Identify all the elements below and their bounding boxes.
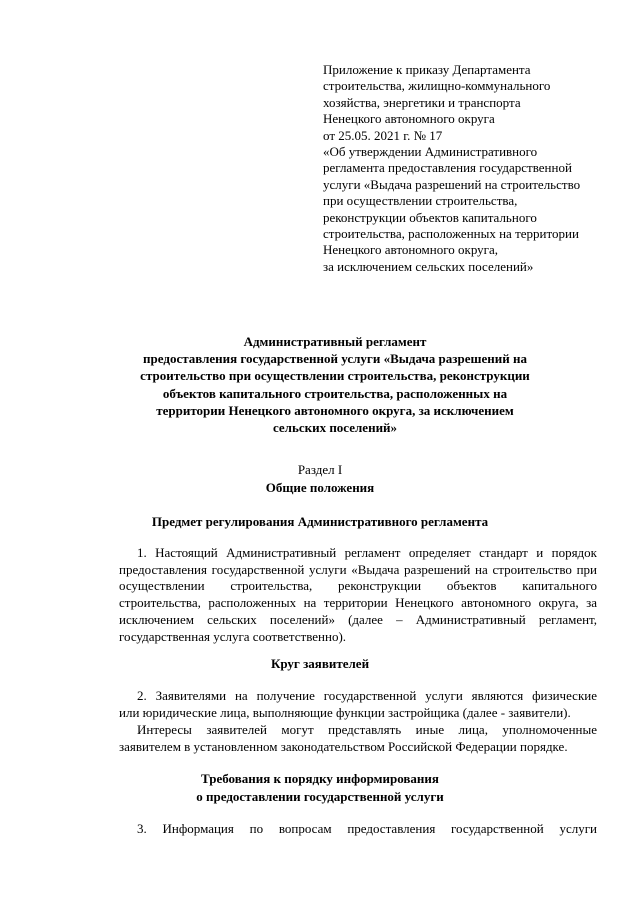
appendix-line: регламента предоставления государственной [323, 160, 572, 176]
paragraph-line: или юридические лица, выполняющие функции застройщика (далее - заявители). [119, 704, 571, 720]
appendix-line: за исключением сельских поселений» [323, 258, 534, 274]
appendix-block [323, 62, 613, 275]
document-title [100, 333, 570, 436]
section-label: Раздел I [297, 462, 343, 477]
paragraph-line: предоставления государственной услуги «Выдача разрешений на строительство при [119, 561, 597, 577]
heading-info-line-1: Требования к порядку информирования [201, 771, 439, 786]
title-line: строительство при осуществлении строительства, реконструкции [140, 368, 530, 384]
title-line: территории Ненецкого автономного округа, за исключением [156, 402, 514, 418]
paragraph-line: 2. Заявителями на получение государственной услуги являются физические [137, 688, 597, 703]
appendix-line: хозяйства, энергетики и транспорта [323, 94, 521, 110]
paragraph-line: заявителем в установленном законодательством Российской Федерации порядке. [119, 738, 568, 754]
paragraph-2 [119, 688, 597, 721]
paragraph-line: Интересы заявителей могут представлять иные лица, уполномоченные [137, 722, 597, 737]
appendix-line: Ненецкого автономного округа [323, 111, 495, 127]
appendix-line: услуги «Выдача разрешений на строительство [323, 176, 581, 192]
appendix-line: Ненецкого автономного округа, [323, 242, 498, 258]
title-line: Административный регламент [243, 334, 427, 349]
appendix-line: строительства, жилищно-коммунального [323, 78, 551, 94]
paragraph-line: 3. Информация по вопросам предоставления государственной услуги [137, 821, 597, 836]
paragraph-1 [119, 545, 597, 645]
title-line: предоставления государственной услуги «Выдача разрешений на [143, 351, 527, 367]
appendix-line: от 25.05. 2021 г. № 17 [323, 127, 443, 143]
appendix-line: реконструкции объектов капитального [323, 209, 537, 225]
title-line: сельских поселений» [272, 420, 398, 436]
heading-applicants: Круг заявителей [270, 656, 370, 671]
heading-info-line-2: о предоставлении государственной услуги [196, 789, 444, 804]
paragraph-4 [119, 821, 597, 838]
paragraph-line: строительства, расположенных на территории Ненецкого автономного округа, за [119, 595, 597, 611]
paragraph-3 [119, 722, 597, 755]
appendix-line: строительства, расположенных на территории [323, 226, 579, 242]
paragraph-line: исключением сельских поселений» (далее – Административный регламент, [119, 611, 597, 627]
paragraph-line: 1. Настоящий Административный регламент определяет стандарт и порядок [137, 545, 597, 560]
heading-subject: Предмет регулирования Административного регламента [151, 514, 489, 529]
appendix-line: Приложение к приказу Департамента [323, 62, 531, 77]
paragraph-line: осуществлении строительства, реконструкции объектов капитального [119, 578, 597, 594]
section-name: Общие положения [265, 480, 375, 495]
appendix-line: «Об утверждении Административного [323, 144, 538, 160]
appendix-line: при осуществлении строительства, [323, 193, 518, 209]
paragraph-line: государственная услуга соответственно). [119, 628, 347, 644]
title-line: объектов капитального строительства, расположенных на [162, 385, 508, 401]
